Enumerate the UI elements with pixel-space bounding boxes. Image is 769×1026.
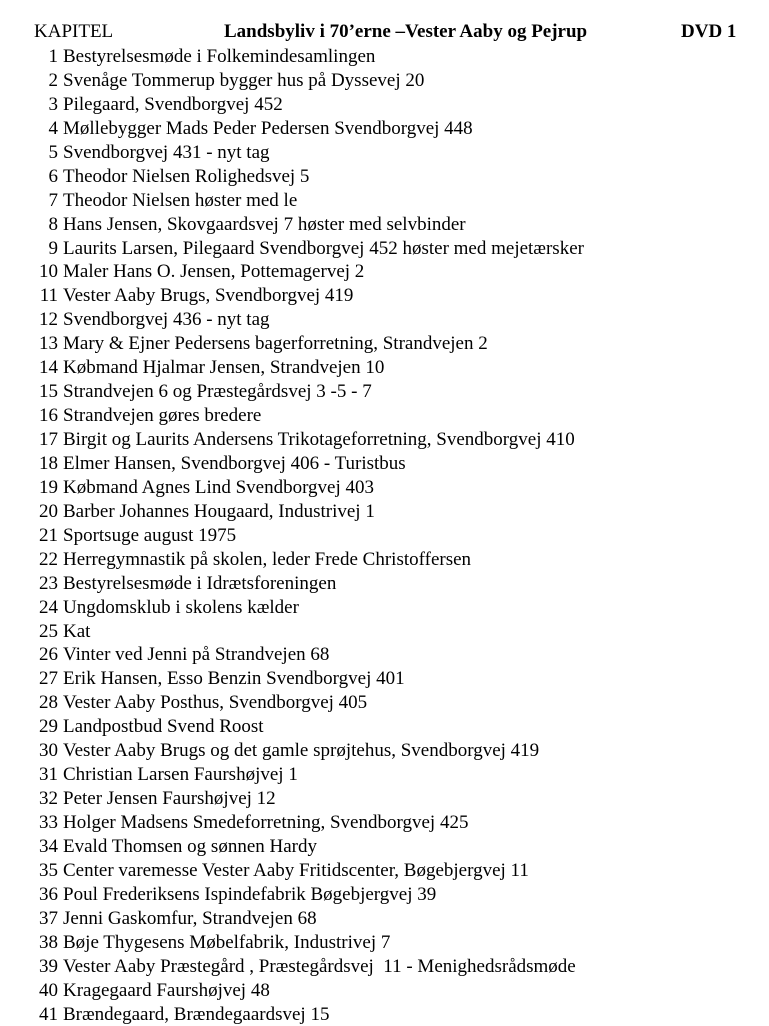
chapter-number: 33 (34, 811, 58, 835)
chapter-number: 18 (34, 452, 58, 476)
chapter-title: Bøje Thygesens Møbelfabrik, Industrivej 7 (58, 931, 390, 955)
chapter-number: 39 (34, 955, 58, 979)
chapter-number: 9 (34, 237, 58, 261)
chapter-number: 16 (34, 404, 58, 428)
chapter-item (34, 667, 584, 691)
chapter-item (34, 332, 584, 356)
chapter-title: Svenåge Tommerup bygger hus på Dyssevej 20 (58, 69, 424, 93)
chapter-number: 36 (34, 883, 58, 907)
chapter-number: 4 (34, 117, 58, 141)
chapter-item (34, 45, 584, 69)
chapter-item (34, 93, 584, 117)
chapter-number: 34 (34, 835, 58, 859)
chapter-item (34, 572, 584, 596)
chapter-number: 2 (34, 69, 58, 93)
chapter-title: Herregymnastik på skolen, leder Frede Christoffersen (58, 548, 471, 572)
chapter-item (34, 284, 584, 308)
chapter-title: Poul Frederiksens Ispindefabrik Bøgebjergvej 39 (58, 883, 436, 907)
chapter-number: 23 (34, 572, 58, 596)
chapter-title: Landpostbud Svend Roost (58, 715, 264, 739)
chapter-number: 19 (34, 476, 58, 500)
chapter-item (34, 691, 584, 715)
chapter-item (34, 260, 584, 284)
chapter-item (34, 428, 584, 452)
chapter-item (34, 835, 584, 859)
chapter-title: Brændegaard, Brændegaardsvej 15 (58, 1003, 329, 1026)
chapter-title: Svendborgvej 431 - nyt tag (58, 141, 270, 165)
chapter-item (34, 955, 584, 979)
chapter-number: 35 (34, 859, 58, 883)
chapter-title: Bestyrelsesmøde i Folkemindesamlingen (58, 45, 375, 69)
chapter-item (34, 596, 584, 620)
chapter-item (34, 739, 584, 763)
chapter-number: 26 (34, 643, 58, 667)
chapter-title: Sportsuge august 1975 (58, 524, 236, 548)
chapter-item (34, 141, 584, 165)
chapter-title: Jenni Gaskomfur, Strandvejen 68 (58, 907, 317, 931)
chapter-item (34, 883, 584, 907)
chapter-number: 11 (34, 284, 58, 308)
chapter-item (34, 620, 584, 644)
chapter-number: 29 (34, 715, 58, 739)
chapter-item (34, 907, 584, 931)
chapter-item (34, 404, 584, 428)
chapter-title: Hans Jensen, Skovgaardsvej 7 høster med selvbinder (58, 213, 466, 237)
chapter-title: Møllebygger Mads Peder Pedersen Svendborgvej 448 (58, 117, 473, 141)
chapter-title: Holger Madsens Smedeforretning, Svendborgvej 425 (58, 811, 468, 835)
chapter-title: Peter Jensen Faurshøjvej 12 (58, 787, 276, 811)
chapter-title: Vinter ved Jenni på Strandvejen 68 (58, 643, 329, 667)
chapter-title: Theodor Nielsen Rolighedsvej 5 (58, 165, 309, 189)
chapter-list (34, 45, 584, 1026)
chapter-title: Pilegaard, Svendborgvej 452 (58, 93, 283, 117)
chapter-number: 25 (34, 620, 58, 644)
chapter-item (34, 476, 584, 500)
chapter-number: 12 (34, 308, 58, 332)
chapter-title: Maler Hans O. Jensen, Pottemagervej 2 (58, 260, 364, 284)
chapter-title: Svendborgvej 436 - nyt tag (58, 308, 270, 332)
chapter-item (34, 117, 584, 141)
chapter-item (34, 931, 584, 955)
chapter-number: 8 (34, 213, 58, 237)
chapter-title: Birgit og Laurits Andersens Trikotageforretning, Svendborgvej 410 (58, 428, 575, 452)
chapter-title: Erik Hansen, Esso Benzin Svendborgvej 401 (58, 667, 405, 691)
chapter-title: Strandvejen 6 og Præstegårdsvej 3 -5 - 7 (58, 380, 372, 404)
chapter-number: 38 (34, 931, 58, 955)
chapter-item (34, 1003, 584, 1026)
chapter-title: Laurits Larsen, Pilegaard Svendborgvej 452 høster med mejetærsker (58, 237, 584, 261)
chapter-item (34, 356, 584, 380)
chapter-item (34, 811, 584, 835)
chapter-number: 41 (34, 1003, 58, 1026)
chapter-number: 14 (34, 356, 58, 380)
chapter-number: 20 (34, 500, 58, 524)
kapitel-label: KAPITEL (34, 20, 113, 44)
chapter-number: 15 (34, 380, 58, 404)
chapter-number: 17 (34, 428, 58, 452)
chapter-number: 3 (34, 93, 58, 117)
chapter-item (34, 308, 584, 332)
chapter-number: 6 (34, 165, 58, 189)
chapter-title: Kragegaard Faurshøjvej 48 (58, 979, 270, 1003)
chapter-item (34, 213, 584, 237)
chapter-number: 31 (34, 763, 58, 787)
chapter-title: Evald Thomsen og sønnen Hardy (58, 835, 317, 859)
chapter-item (34, 69, 584, 93)
chapter-item (34, 524, 584, 548)
chapter-title: Købmand Hjalmar Jensen, Strandvejen 10 (58, 356, 384, 380)
chapter-number: 40 (34, 979, 58, 1003)
chapter-item (34, 715, 584, 739)
chapter-title: Center varemesse Vester Aaby Fritidscenter, Bøgebjergvej 11 (58, 859, 529, 883)
chapter-number: 7 (34, 189, 58, 213)
chapter-title: Vester Aaby Præstegård , Præstegårdsvej 11 - Menighedsrådsmøde (58, 955, 576, 979)
chapter-item (34, 380, 584, 404)
dvd-label: DVD 1 (681, 20, 736, 44)
document-title: Landsbyliv i 70’erne –Vester Aaby og Pejrup (224, 20, 587, 44)
chapter-title: Christian Larsen Faurshøjvej 1 (58, 763, 298, 787)
chapter-title: Barber Johannes Hougaard, Industrivej 1 (58, 500, 375, 524)
chapter-item (34, 452, 584, 476)
chapter-title: Elmer Hansen, Svendborgvej 406 - Turistbus (58, 452, 406, 476)
chapter-number: 28 (34, 691, 58, 715)
chapter-title: Vester Aaby Brugs, Svendborgvej 419 (58, 284, 353, 308)
chapter-item (34, 763, 584, 787)
chapter-item (34, 189, 584, 213)
chapter-item (34, 500, 584, 524)
chapter-item (34, 979, 584, 1003)
chapter-item (34, 643, 584, 667)
chapter-number: 37 (34, 907, 58, 931)
chapter-title: Theodor Nielsen høster med le (58, 189, 297, 213)
chapter-number: 32 (34, 787, 58, 811)
chapter-item (34, 859, 584, 883)
chapter-title: Mary & Ejner Pedersens bagerforretning, Strandvejen 2 (58, 332, 488, 356)
chapter-number: 10 (34, 260, 58, 284)
chapter-number: 5 (34, 141, 58, 165)
chapter-title: Bestyrelsesmøde i Idrætsforeningen (58, 572, 336, 596)
chapter-number: 27 (34, 667, 58, 691)
chapter-item (34, 787, 584, 811)
chapter-number: 21 (34, 524, 58, 548)
document-header (0, 20, 769, 44)
chapter-number: 30 (34, 739, 58, 763)
chapter-title: Vester Aaby Posthus, Svendborgvej 405 (58, 691, 367, 715)
chapter-item (34, 548, 584, 572)
chapter-title: Kat (58, 620, 90, 644)
chapter-title: Vester Aaby Brugs og det gamle sprøjtehus, Svendborgvej 419 (58, 739, 539, 763)
chapter-title: Ungdomsklub i skolens kælder (58, 596, 299, 620)
chapter-number: 1 (34, 45, 58, 69)
chapter-item (34, 237, 584, 261)
chapter-number: 22 (34, 548, 58, 572)
chapter-number: 13 (34, 332, 58, 356)
chapter-title: Købmand Agnes Lind Svendborgvej 403 (58, 476, 374, 500)
chapter-number: 24 (34, 596, 58, 620)
chapter-item (34, 165, 584, 189)
chapter-title: Strandvejen gøres bredere (58, 404, 261, 428)
